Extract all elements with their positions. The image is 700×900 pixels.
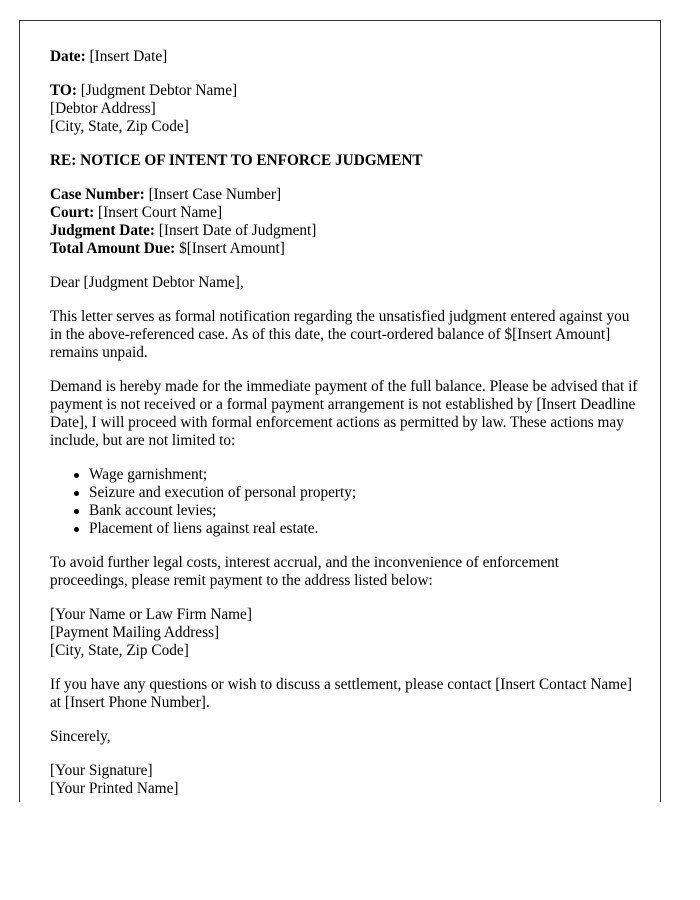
list-item: Seizure and execution of personal property; [89,484,640,502]
printed-name: [Your Printed Name] [50,780,179,797]
paragraph-demand: Demand is hereby made for the immediate payment of the full balance. Please be advised that if payment is not received or a formal payment arrangement is not established by [Insert Deadline Date], I will proceed with formal enforcement actions as permitted by law. These actions may include, but are not limited to: [50,378,638,449]
payee-address: [Payment Mailing Address] [50,624,220,641]
subject-line: RE: NOTICE OF INTENT TO ENFORCE JUDGMENT [50,152,423,169]
recipient-city: [City, State, Zip Code] [50,118,189,135]
date-value: [Insert Date] [89,48,168,65]
case-details-block [50,186,640,258]
paragraph-remit: To avoid further legal costs, interest accrual, and the inconvenience of enforcement proceedings, please remit payment to the address listed below: [50,554,560,589]
recipient-address: [Debtor Address] [50,100,156,117]
payee-block [50,606,640,660]
total-due-value: $[Insert Amount] [179,240,285,257]
letter-page [19,20,661,802]
court-value: [Insert Court Name] [98,204,223,221]
case-number-value: [Insert Case Number] [148,186,282,203]
case-number-line [50,186,640,204]
date-block [50,48,640,66]
recipient-name: [Judgment Debtor Name] [80,82,238,99]
case-number-label: Case Number: [50,186,145,203]
judgment-date-label: Judgment Date: [50,222,155,239]
court-line [50,204,640,222]
list-item: Bank account levies; [89,502,640,520]
signature-block [50,762,640,798]
enforcement-actions-list [50,466,640,538]
salutation: Dear [Judgment Debtor Name], [50,274,244,291]
list-item: Placement of liens against real estate. [89,520,640,538]
judgment-date-value: [Insert Date of Judgment] [158,222,317,239]
signature: [Your Signature] [50,762,153,779]
judgment-date-line [50,222,640,240]
payee-city: [City, State, Zip Code] [50,642,189,659]
paragraph-contact: If you have any questions or wish to discuss a settlement, please contact [Insert Contact Name] at [Insert Phone Number]. [50,676,632,711]
total-due-label: Total Amount Due: [50,240,176,257]
closing: Sincerely, [50,728,111,745]
total-due-line [50,240,640,258]
subject-block [50,152,640,170]
court-label: Court: [50,204,95,221]
payee-name: [Your Name or Law Firm Name] [50,606,252,623]
to-label: TO: [50,82,77,99]
letter-content [50,48,640,798]
date-line [50,48,640,66]
recipient-block [50,82,640,136]
recipient-name-line [50,82,640,100]
date-label: Date: [50,48,86,65]
list-item: Wage garnishment; [89,466,640,484]
paragraph-notification: This letter serves as formal notification regarding the unsatisfied judgment entered against you in the above-referenced case. As of this date, the court-ordered balance of $[Insert Amount] remains unpaid. [50,308,630,361]
